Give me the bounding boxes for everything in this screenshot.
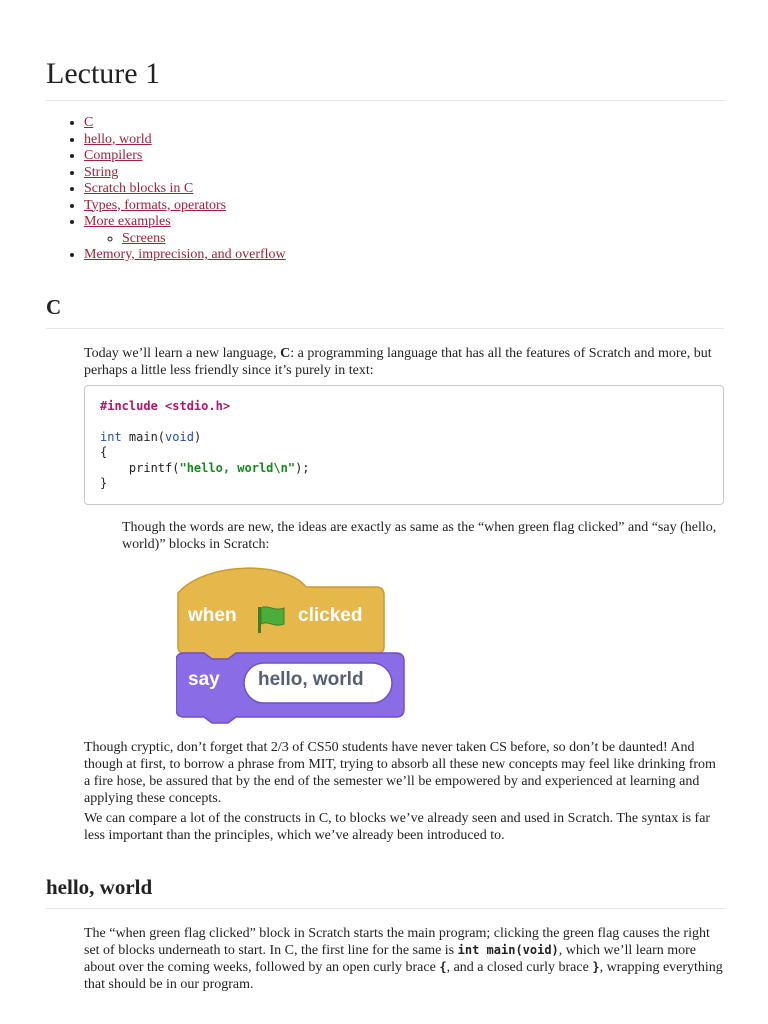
toc-item — [84, 148, 724, 165]
code-text: ); — [295, 460, 310, 475]
toc-link-screens[interactable]: Screens — [122, 230, 166, 246]
hello-text: , which we’ll learn more about over the coming weeks, followed by an open curly brace — [84, 942, 697, 975]
code-keyword: int — [100, 429, 122, 444]
inline-code-close-brace: } — [592, 959, 600, 974]
scratch-clicked-label: clicked — [298, 604, 363, 626]
table-of-contents — [46, 115, 724, 264]
code-text: { — [100, 445, 108, 459]
toc-link-compilers[interactable]: Compilers — [84, 148, 143, 163]
intro-text: Today we’ll learn a new language, — [84, 345, 281, 361]
code-include: #include <stdio.h> — [100, 398, 231, 413]
scratch-blocks-illustration — [176, 567, 406, 727]
code-text: printf( — [100, 460, 180, 475]
toc-link-string[interactable]: String — [84, 164, 119, 180]
toc-item — [84, 181, 724, 198]
paragraph-daunted: Though cryptic, don’t forget that 2/3 of CS50 students have never taken CS before, so don’t be daunted! And though at first, to borrow a phrase from MIT, trying to absorb all these new concepts may feel like drinking from a fire hose, be assured that by the end of the semester we’ll be empowered by and experienced at learning and applying these concepts. — [84, 739, 716, 806]
scratch-say-label: say — [188, 668, 220, 690]
code-text: main( — [121, 429, 166, 444]
toc-sublist — [84, 231, 724, 248]
section-heading-c: C — [46, 294, 724, 329]
toc-link-types[interactable]: Types, formats, operators — [84, 197, 227, 213]
blockquote-text: Though the words are new, the ideas are exactly as same as the “when green flag clicked” and “say (hello, world)” blocks in Scratch: — [122, 519, 717, 552]
inline-code-open-brace: { — [439, 959, 447, 974]
intro-bold: C — [280, 345, 291, 361]
hello-text: , wrapping everything that should be in our program. — [84, 959, 723, 992]
page-title: Lecture 1 — [46, 0, 724, 101]
code-block — [84, 385, 724, 505]
paragraph-hello-world — [84, 925, 724, 993]
toc-link-scratch-blocks[interactable]: Scratch blocks in C — [84, 181, 194, 196]
toc-item — [84, 165, 724, 182]
scratch-bubble-text: hello, world — [258, 668, 364, 690]
toc-link-more-examples[interactable]: More examples — [84, 214, 171, 229]
toc-link-c[interactable]: C — [84, 115, 94, 130]
scratch-blocks-image — [176, 567, 406, 727]
intro-paragraph — [84, 345, 724, 379]
toc-link-memory[interactable]: Memory, imprecision, and overflow — [84, 247, 286, 262]
toc-item — [84, 247, 724, 264]
inline-code-main: int main(void) — [457, 942, 559, 957]
toc-item — [84, 132, 724, 149]
toc-item — [84, 214, 724, 247]
intro-text-rest: : a programming language that has all the features of Scratch and more, but perhaps a little less friendly since it’s purely in text: — [84, 345, 712, 378]
code-text: } — [100, 476, 108, 490]
toc-subitem — [122, 231, 724, 248]
paragraph-constructs: We can compare a lot of the constructs in C, to blocks we’ve already seen and used in Scratch. The syntax is far less important than the principles, which we’ve already been introduced to. — [84, 810, 711, 843]
code-keyword: void — [165, 429, 194, 444]
scratch-when-label: when — [188, 604, 237, 626]
code-string: "hello, world\n" — [179, 460, 296, 475]
toc-item — [84, 198, 724, 215]
toc-item — [84, 115, 724, 132]
toc-link-hello-world[interactable]: hello, world — [84, 131, 152, 147]
section-heading-hello-world: hello, world — [46, 874, 724, 909]
hello-text: The “when green flag clicked” block in Scratch starts the main program; clicking the green flag causes the right set of blocks underneath to start. In C, the first line for the same is — [84, 925, 710, 958]
hello-text: , and a closed curly brace — [446, 959, 593, 975]
code-text: ) — [193, 429, 202, 444]
